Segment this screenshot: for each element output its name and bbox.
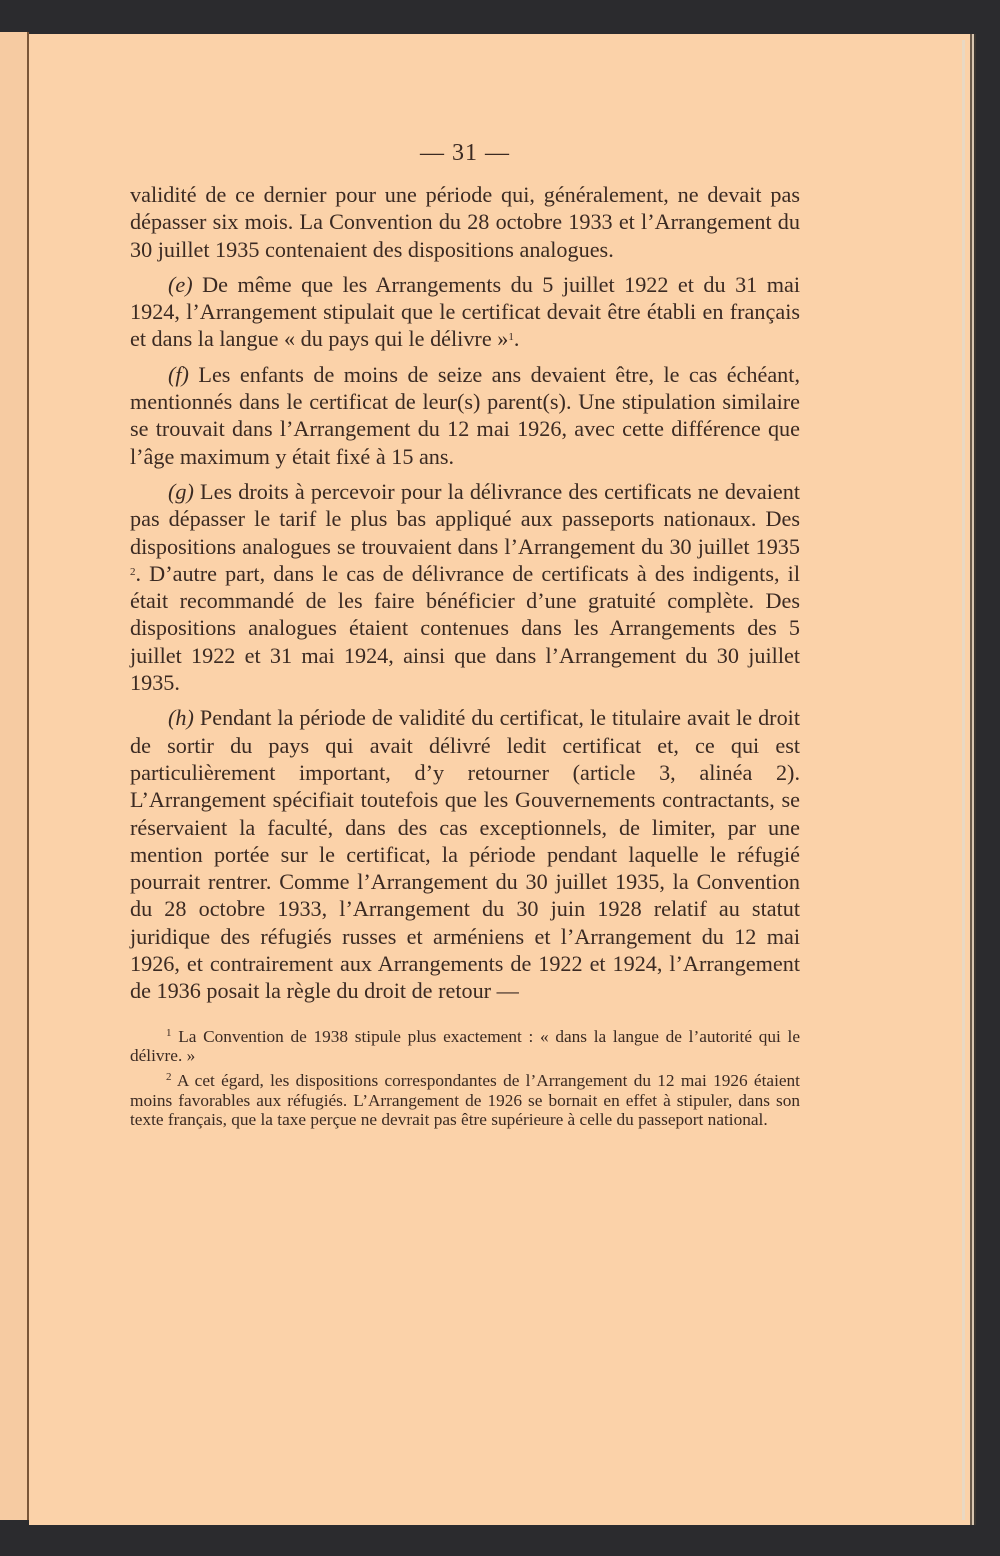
item-label: (e) <box>168 271 193 297</box>
footnote-ref: 2 <box>130 565 136 578</box>
page-content <box>130 140 800 1136</box>
footnote-mark: 1 <box>166 1026 172 1039</box>
facing-page-edge <box>0 32 29 1520</box>
item-label: (g) <box>168 478 194 504</box>
footnote-2 <box>130 1071 800 1129</box>
paragraph-text-end: . <box>513 326 520 352</box>
footnote-mark: 2 <box>166 1071 172 1084</box>
paragraph-e <box>130 271 800 353</box>
footnote-text: A cet égard, les dispositions correspondantes de l’Arrangement du 12 mai 1926 étaient moins favorables aux réfugiés. L’Arrangement de 1926 se bornait en effet à stipuler, dans son texte français, que la taxe perçue ne devrait pas être supérieure à celle du passeport national. <box>130 1071 800 1130</box>
paragraph-text: validité de ce dernier pour une période qui, généralement, ne devait pas dépasser six mois. La Convention du 28 octobre 1933 et l’Arrangement du 30 juillet 1935 contenaient des dispositions analogues. <box>130 182 800 262</box>
paragraph-text: De même que les Arrangements du 5 juillet 1922 et du 31 mai 1924, l’Arrangement stipulait que le certificat devait être établi en français et dans la langue « du pays qui le délivre » <box>130 271 800 352</box>
paragraph-g <box>130 478 800 696</box>
paragraph-text: Pendant la période de validité du certificat, le titulaire avait le droit de sortir du pays qui avait délivré ledit certificat et, ce qui est particulièrement important, d’y retourner (article 3, alinéa 2). L’Arrangement spécifiait toutefois que les Gouvernements contractants, se réservaient la faculté, dans des cas exceptionnels, de limiter, par une mention portée sur le certificat, la période pendant laquelle le réfugié pourrait rentrer. Comme l’Arrangement du 30 juillet 1935, la Convention du 28 octobre 1933, l’Arrangement du 30 juin 1928 relatif au statut juridique des réfugiés russes et arméniens et l’Arrangement du 12 mai 1926, et contrairement aux Arrangements de 1922 et 1924, l’Arrangement de 1936 posait la règle du droit de retour — <box>130 705 800 1004</box>
footnote-separator <box>130 1013 800 1027</box>
item-label: (f) <box>168 361 189 387</box>
footnote-text: La Convention de 1938 stipule plus exactement : « dans la langue de l’autorité qui le délivre. » <box>130 1026 800 1066</box>
paragraph-text: Les enfants de moins de seize ans devaient être, le cas échéant, mentionnés dans le certificat de leur(s) parent(s). Une stipulation similaire se trouvait dans l’Arrangement du 12 mai 1926, avec cette différence que l’âge maximum y était fixé à 15 ans. <box>130 361 800 469</box>
page-number: — 31 — <box>420 140 510 166</box>
paragraph-continuation <box>130 181 800 263</box>
page-stack-edge <box>962 40 965 1520</box>
paragraph-f <box>130 361 800 470</box>
paragraph-text: Les droits à percevoir pour la délivrance des certificats ne devaient pas dépasser le tarif le plus bas appliqué aux passeports nationaux. Des dispositions analogues se trouvaient dans l’Arrangement du 30 juillet 1935 <box>130 478 800 559</box>
paragraph-text-end: . D’autre part, dans le cas de délivrance de certificats à des indigents, il était recommandé de les faire bénéficier d’une gratuité complète. Des dispositions analogues étaient contenues dans les Arrangements des 5 juillet 1922 et 31 mai 1924, ainsi que dans l’Arrangement du 30 juillet 1935. <box>130 560 800 696</box>
paragraph-h <box>130 704 800 1004</box>
footnote-ref: 1 <box>508 331 514 344</box>
footnote-1 <box>130 1027 800 1066</box>
item-label: (h) <box>168 705 194 731</box>
